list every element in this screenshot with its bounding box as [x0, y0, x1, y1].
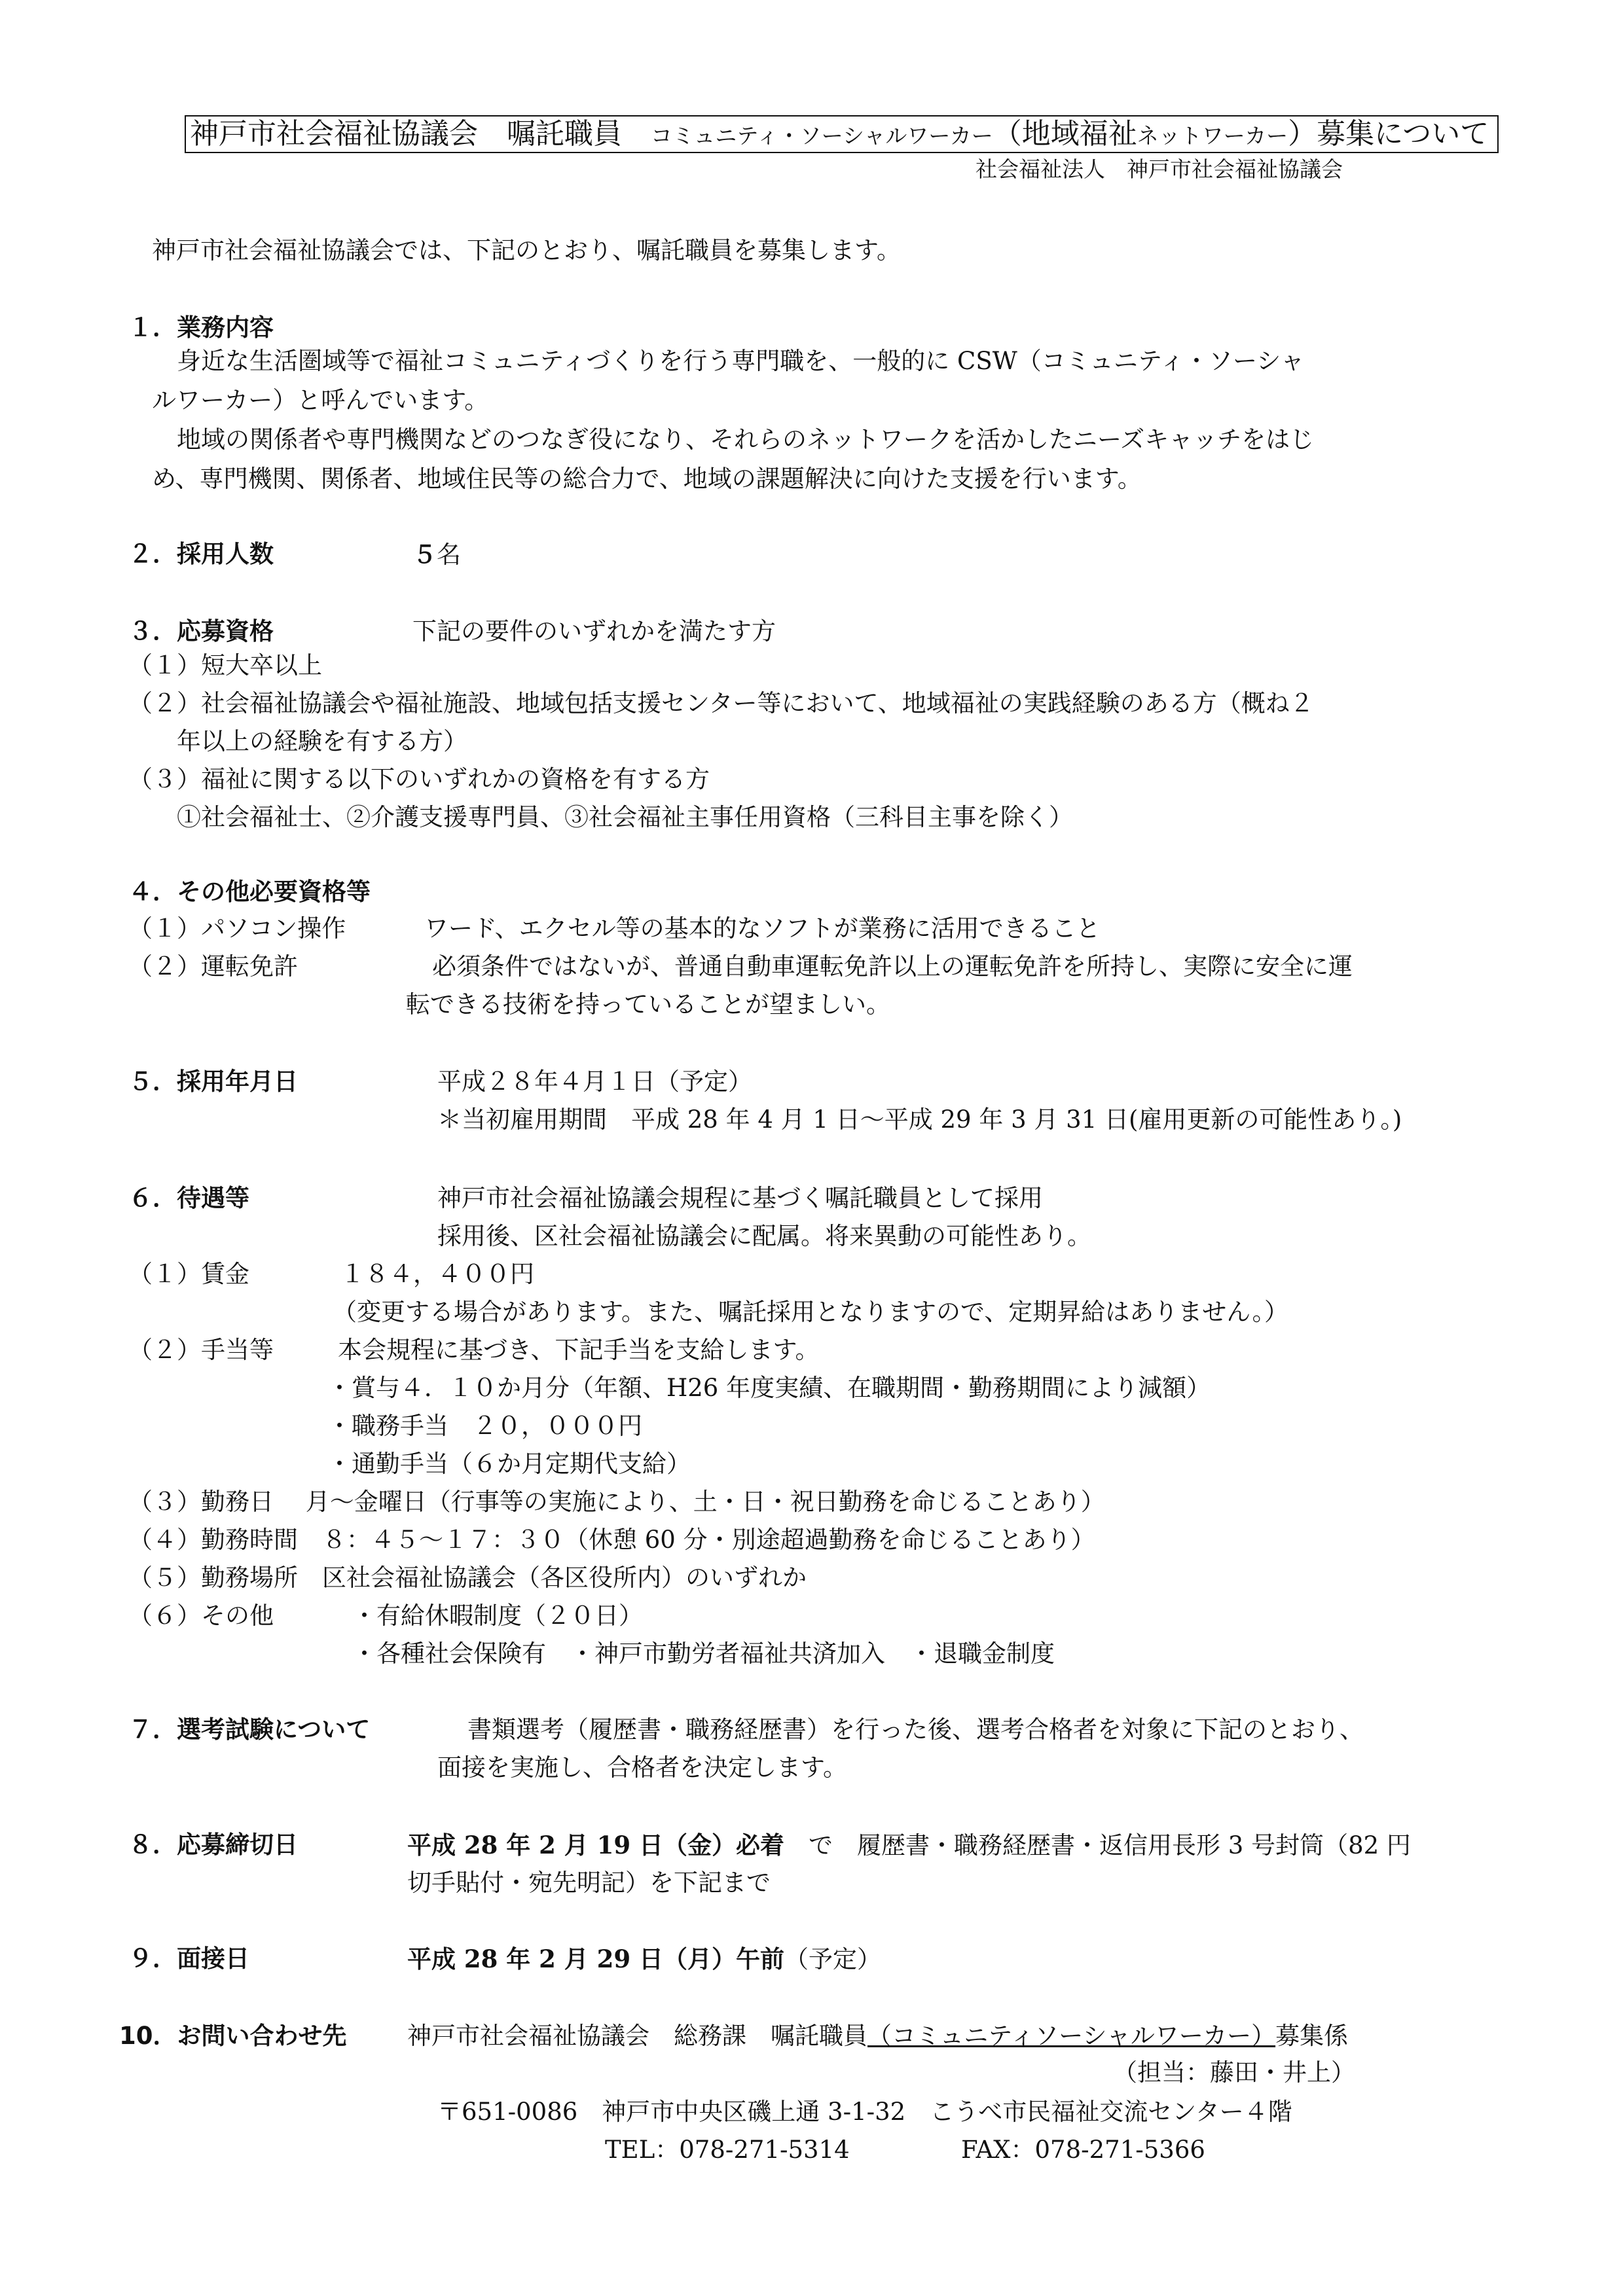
s1-line: 地域の関係者や専門機関などのつなぎ役になり、それらのネットワークを活かしたニーズキャッチをはじ — [177, 425, 1315, 454]
s4-item-label: （１）パソコン操作 — [128, 914, 346, 942]
contact-fax: FAX：078-271-5366 — [961, 2136, 1205, 2164]
work-hours: （４）勤務時間 ８：４５～１７：３０（休憩 60 分・別途超過勤務を命じることあり） — [128, 1526, 1095, 1554]
s8-line: 切手貼付・宛先明記）を下記まで — [407, 1869, 771, 1897]
allowance-item: ・賞与４．１０か月分（年額、H26 年度実績、在職期間・勤務期間により減額） — [327, 1374, 1211, 1402]
s4-item-label: （２）運転免許 — [128, 952, 298, 980]
s4-cont: 転できる技術を持っていることが望ましい。 — [406, 990, 890, 1018]
title-end: ）募集について — [1288, 117, 1489, 151]
section-1-heading: １．業務内容 — [128, 314, 274, 342]
s1-line: め、専門機関、関係者、地域住民等の総合力で、地域の課題解決に向けた支援を行います。 — [152, 465, 1142, 493]
section-7-heading: ７．選考試験について — [128, 1715, 371, 1744]
document-title — [190, 117, 1489, 154]
s6-lead: 採用後、区社会福祉協議会に配属。将来異動の可能性あり。 — [437, 1222, 1091, 1250]
s1-line: ルワーカー）と呼んでいます。 — [152, 386, 489, 414]
interview-date: 平成 28 年 2 月 29 日（月）午前 — [407, 1945, 785, 1973]
allowance-item: ・職務手当 ２０，０００円 — [327, 1412, 642, 1440]
section-9-heading: ９．面接日 — [128, 1945, 249, 1973]
s7-line: 書類選考（履歴書・職務経歴書）を行った後、選考合格者を対象に下記のとおり、 — [467, 1715, 1364, 1744]
wage-note: （変更する場合があります。また、嘱託採用となりますので、定期昇給はありません。） — [333, 1298, 1289, 1326]
deadline-date: 平成 28 年 2 月 19 日（金）必着 — [407, 1831, 785, 1859]
s1-line: 身近な生活圏域等で福祉コミュニティづくりを行う専門職を、一般的に CSW（コミュニティ・ソーシャ — [177, 347, 1305, 375]
s3-line: （３）福祉に関する以下のいずれかの資格を有する方 — [128, 765, 710, 793]
allowance-label: （２）手当等 — [128, 1336, 274, 1364]
s3-line: ①社会福祉士、②介護支援専門員、③社会福祉主事任用資格（三科目主事を除く） — [177, 803, 1073, 831]
s4-item-text: ワード、エクセル等の基本的なソフトが業務に活用できること — [424, 914, 1101, 942]
allowance-lead: 本会規程に基づき、下記手当を支給します。 — [338, 1336, 820, 1364]
title-tail: （地域福祉 — [993, 117, 1137, 151]
intro-text: 神戸市社会福祉協議会では、下記のとおり、嘱託職員を募集します。 — [152, 236, 902, 264]
s3-line: （２）社会福祉協議会や福祉施設、地域包括支援センター等において、地域福祉の実践経験のある方（概ね２ — [128, 689, 1314, 717]
wage-value: １８４，４００円 — [340, 1260, 534, 1288]
s3-line: 年以上の経験を有する方） — [177, 727, 467, 755]
hiring-count: ５名 — [412, 540, 461, 569]
contact-tel: TEL：078-271-5314 — [605, 2136, 850, 2164]
contact-person: （担当：藤田・井上） — [1113, 2058, 1355, 2087]
contact-line: 神戸市社会福祉協議会 総務課 嘱託職員（コミュニティソーシャルワーカー）募集係 — [407, 2022, 1349, 2050]
section-2-heading: ２．採用人数 — [128, 540, 274, 568]
hire-period-note: ＊当初雇用期間 平成 28 年 4 月 1 日～平成 29 年 3 月 31 日(雇用更新の可能性あり。) — [437, 1105, 1402, 1134]
title-small: コミュニティ・ソーシャルワーカー — [651, 123, 993, 149]
other-label: （６）その他 — [128, 1602, 274, 1630]
contact-dept: （コミュニティソーシャルワーカー） — [867, 2022, 1276, 2050]
section-3-heading: ３．応募資格 — [128, 617, 274, 645]
contact-address: 〒651-0086 神戸市中央区磯上通 3-1-32 こうべ市民福祉交流センター４階 — [437, 2098, 1292, 2126]
organization-name: 社会福祉法人 神戸市社会福祉協議会 — [976, 156, 1343, 182]
other-item: ・各種社会保険有 ・神戸市勤労者福祉共済加入 ・退職金制度 — [352, 1640, 1055, 1668]
section-4-heading: ４．その他必要資格等 — [128, 878, 371, 906]
s3-lead: 下記の要件のいずれかを満たす方 — [412, 617, 776, 645]
allowance-item: ・通勤手当（６か月定期代支給） — [327, 1450, 691, 1478]
title-small-2: ネットワーカー — [1137, 123, 1288, 149]
work-place: （５）勤務場所 区社会福祉協議会（各区役所内）のいずれか — [128, 1564, 807, 1592]
wage-label: （１）賃金 — [128, 1260, 249, 1288]
s7-line: 面接を実施し、合格者を決定します。 — [437, 1753, 848, 1782]
interview-line: 平成 28 年 2 月 29 日（月）午前（予定） — [407, 1945, 882, 1973]
section-8-heading: ８．応募締切日 — [128, 1831, 298, 1859]
deadline-line: 平成 28 年 2 月 19 日（金）必着 で 履歴書・職務経歴書・返信用長形 3 号封筒（82 円 — [407, 1831, 1411, 1859]
s3-line: （１）短大卒以上 — [128, 651, 322, 679]
s6-lead: 神戸市社会福祉協議会規程に基づく嘱託職員として採用 — [437, 1184, 1043, 1212]
s4-item-text: 必須条件ではないが、普通自動車運転免許以上の運転免許を所持し、実際に安全に運 — [432, 952, 1353, 980]
hire-date: 平成２８年４月１日（予定） — [437, 1067, 752, 1096]
title-main: 神戸市社会福祉協議会 嘱託職員 — [190, 117, 622, 151]
section-5-heading: ５．採用年月日 — [128, 1067, 298, 1096]
work-days: （３）勤務日 月～金曜日（行事等の実施により、土・日・祝日勤務を命じることあり） — [128, 1488, 1105, 1516]
section-6-heading: ６．待遇等 — [128, 1184, 249, 1212]
other-item: ・有給休暇制度（２０日） — [352, 1602, 643, 1630]
section-10-heading: 10．お問い合わせ先 — [119, 2022, 347, 2050]
